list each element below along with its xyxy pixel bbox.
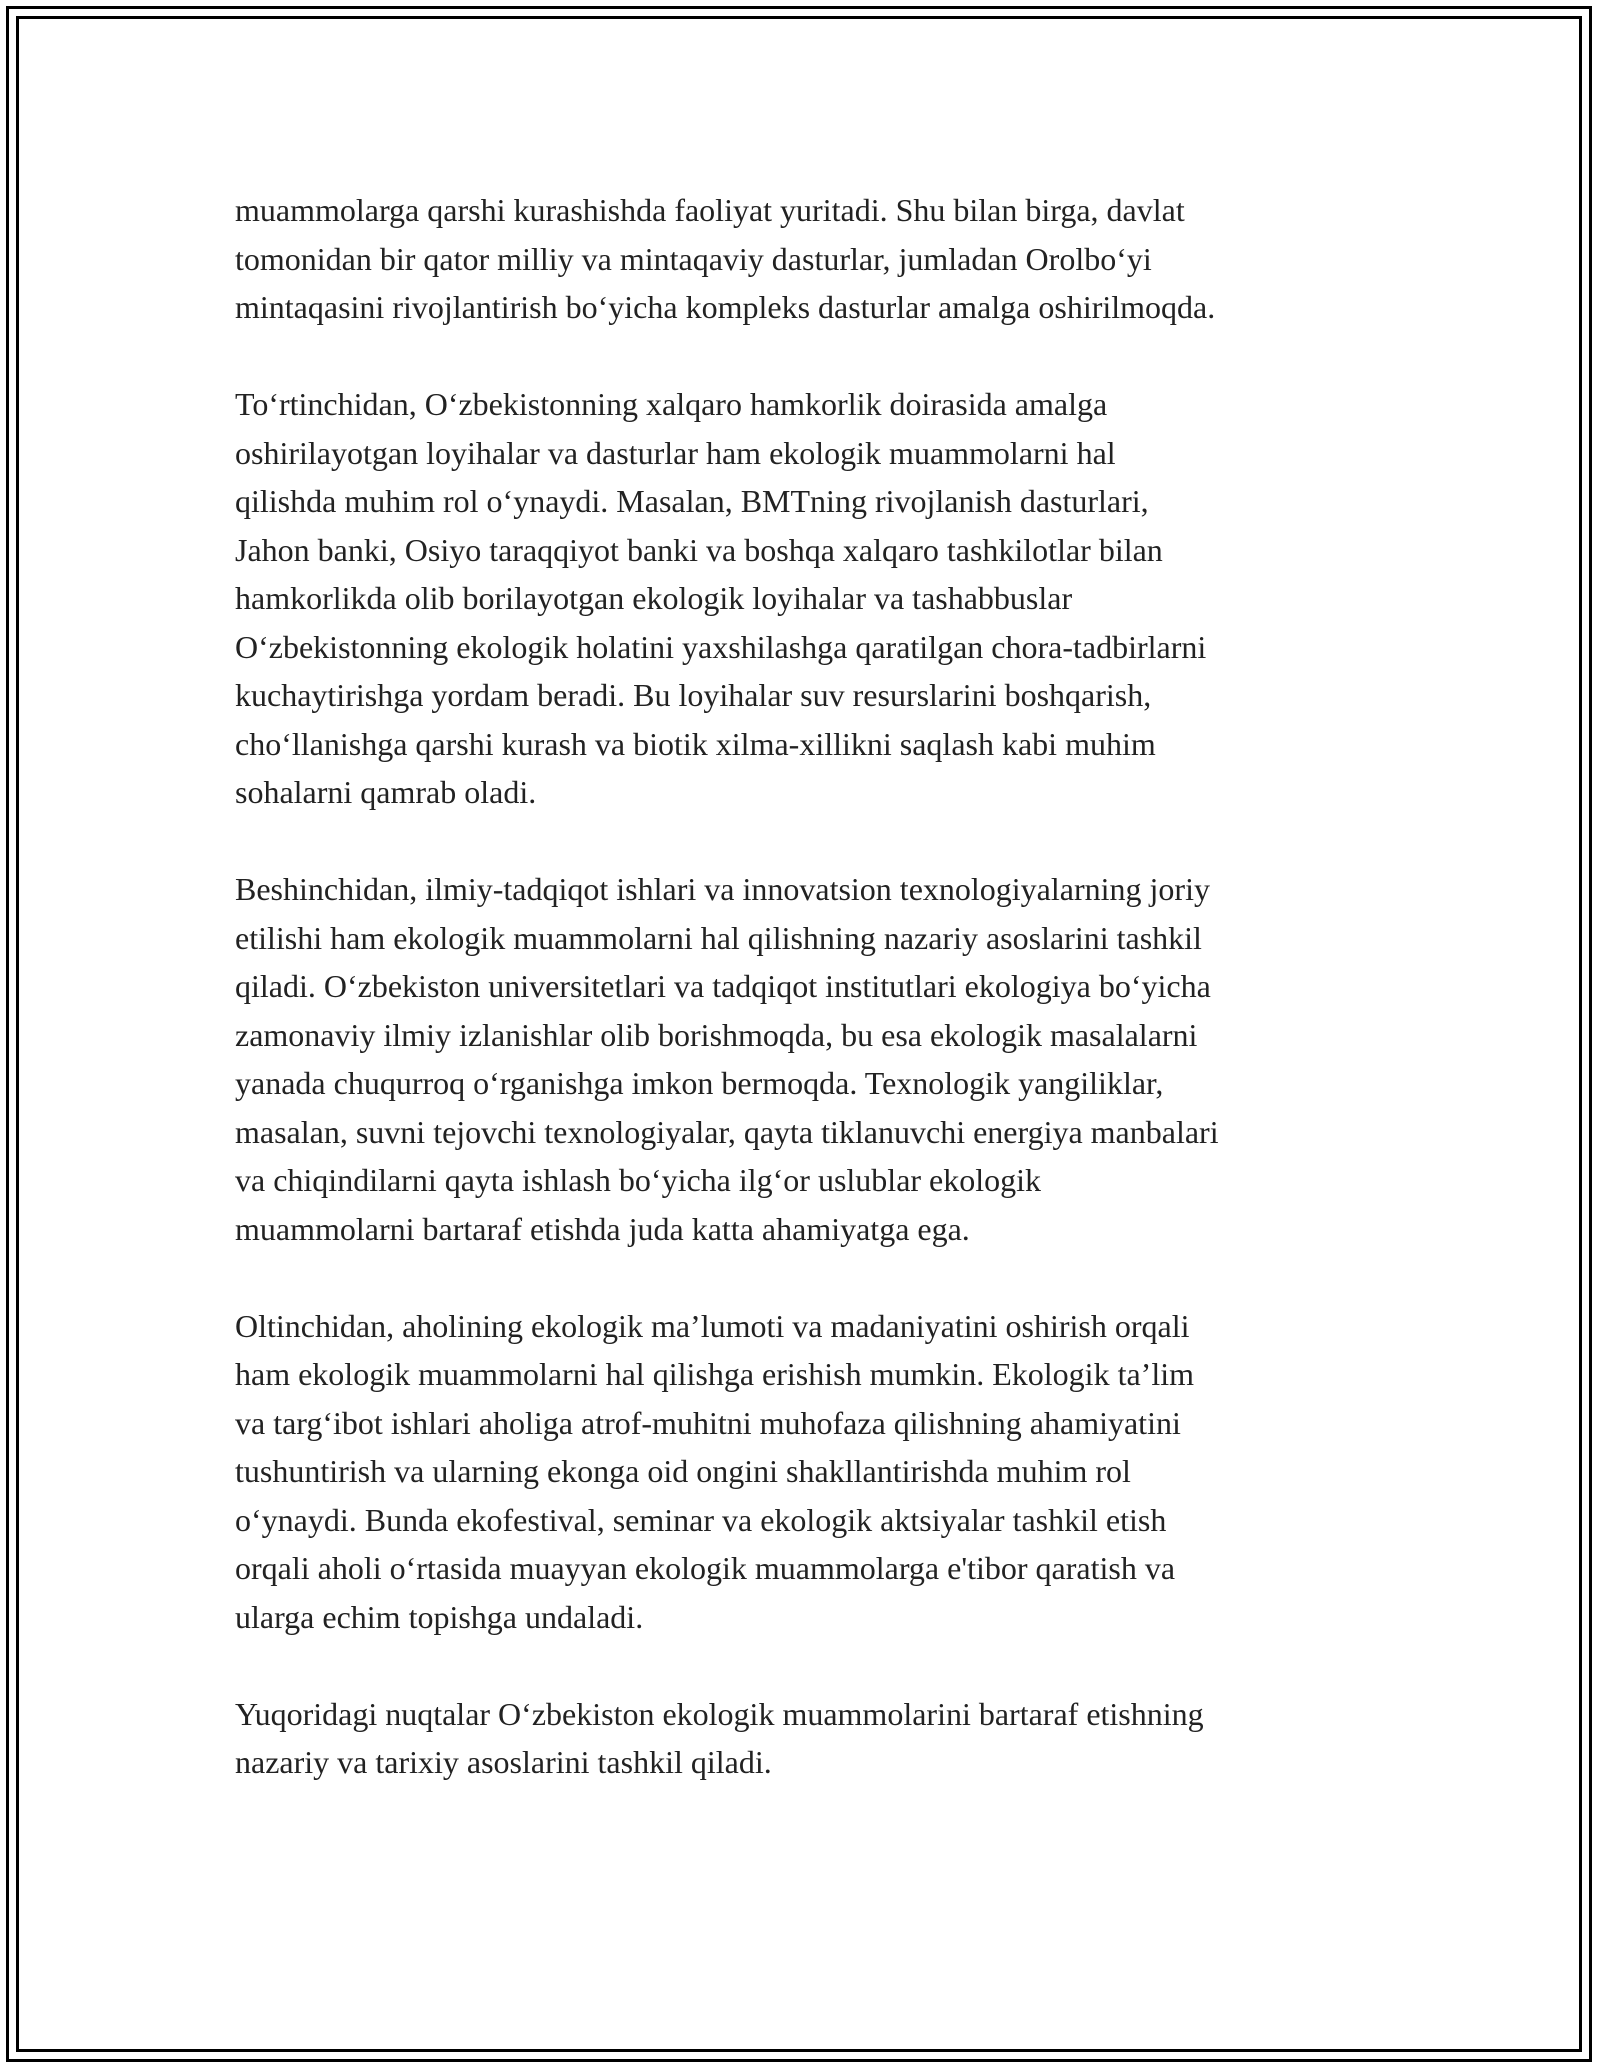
paragraph-2: To‘rtinchidan, O‘zbekistonning xalqaro hamkorlik doirasida amalga oshirilayotgan loyihalar va dasturlar ham ekologik muammolarni hal qilishda muhim rol o‘ynaydi. Masalan, BMTning rivojlanish dasturlari, Jahon banki, Osiyo taraqqiyot banki va boshqa xalqaro tashkilotlar bilan hamkorlikda olib borilayotgan ekologik loyihalar va tashabbuslar O‘zbekistonning ekologik holatini yaxshilashga qaratilgan chora-tadbirlarni kuchaytirishga yordam beradi. Bu loyihalar suv resurslarini boshqarish, cho‘llanishga qarshi kurash va biotik xilma-xillikni saqlash kabi muhim sohalarni qamrab oladi. [235,386,1207,810]
paragraph-1: muammolarga qarshi kurashishda faoliyat yuritadi. Shu bilan birga, davlat tomonidan bir qator milliy va mintaqaviy dasturlar, jumladan Orolbo‘yi mintaqasini rivojlantirish bo‘yicha kompleks dasturlar amalga oshirilmoqda. [235,192,1216,325]
document-body [235,186,1385,1835]
paragraph-5: Yuqoridagi nuqtalar O‘zbekiston ekologik muammolarini bartaraf etishning nazariy va tarixiy asoslarini tashkil qiladi. [235,1695,1204,1780]
paragraph-3: Beshinchidan, ilmiy-tadqiqot ishlari va innovatsion texnologiyalarning joriy etilishi ham ekologik muammolarni hal qilishning nazariy asoslarini tashkil qiladi. O‘zbekiston universitetlari va tadqiqot institutlari ekologiya bo‘yicha zamonaviy ilmiy izlanishlar olib borishmoqda, bu esa ekologik masalalarni yanada chuqurroq o‘rganishga imkon bermoqda. Texnologik yangiliklar, masalan, suvni tejovchi texnologiyalar, qayta tiklanuvchi energiya manbalari va chiqindilarni qayta ishlash bo‘yicha ilg‘or uslublar ekologik muammolarni bartaraf etishda juda katta ahamiyatga ega. [235,871,1219,1247]
paragraph-4: Oltinchidan, aholining ekologik ma’lumoti va madaniyatini oshirish orqali ham ekologik muammolarni hal qilishga erishish mumkin. Ekologik ta’lim va targ‘ibot ishlari aholiga atrof-muhitni muhofaza qilishning ahamiyatini tushuntirish va ularning ekonga oid ongini shakllantirishda muhim rol o‘ynaydi. Bunda ekofestival, seminar va ekologik aktsiyalar tashkil etish orqali aholi o‘rtasida muayyan ekologik muammolarga e'tibor qaratish va ularga echim topishga undaladi. [235,1307,1194,1635]
